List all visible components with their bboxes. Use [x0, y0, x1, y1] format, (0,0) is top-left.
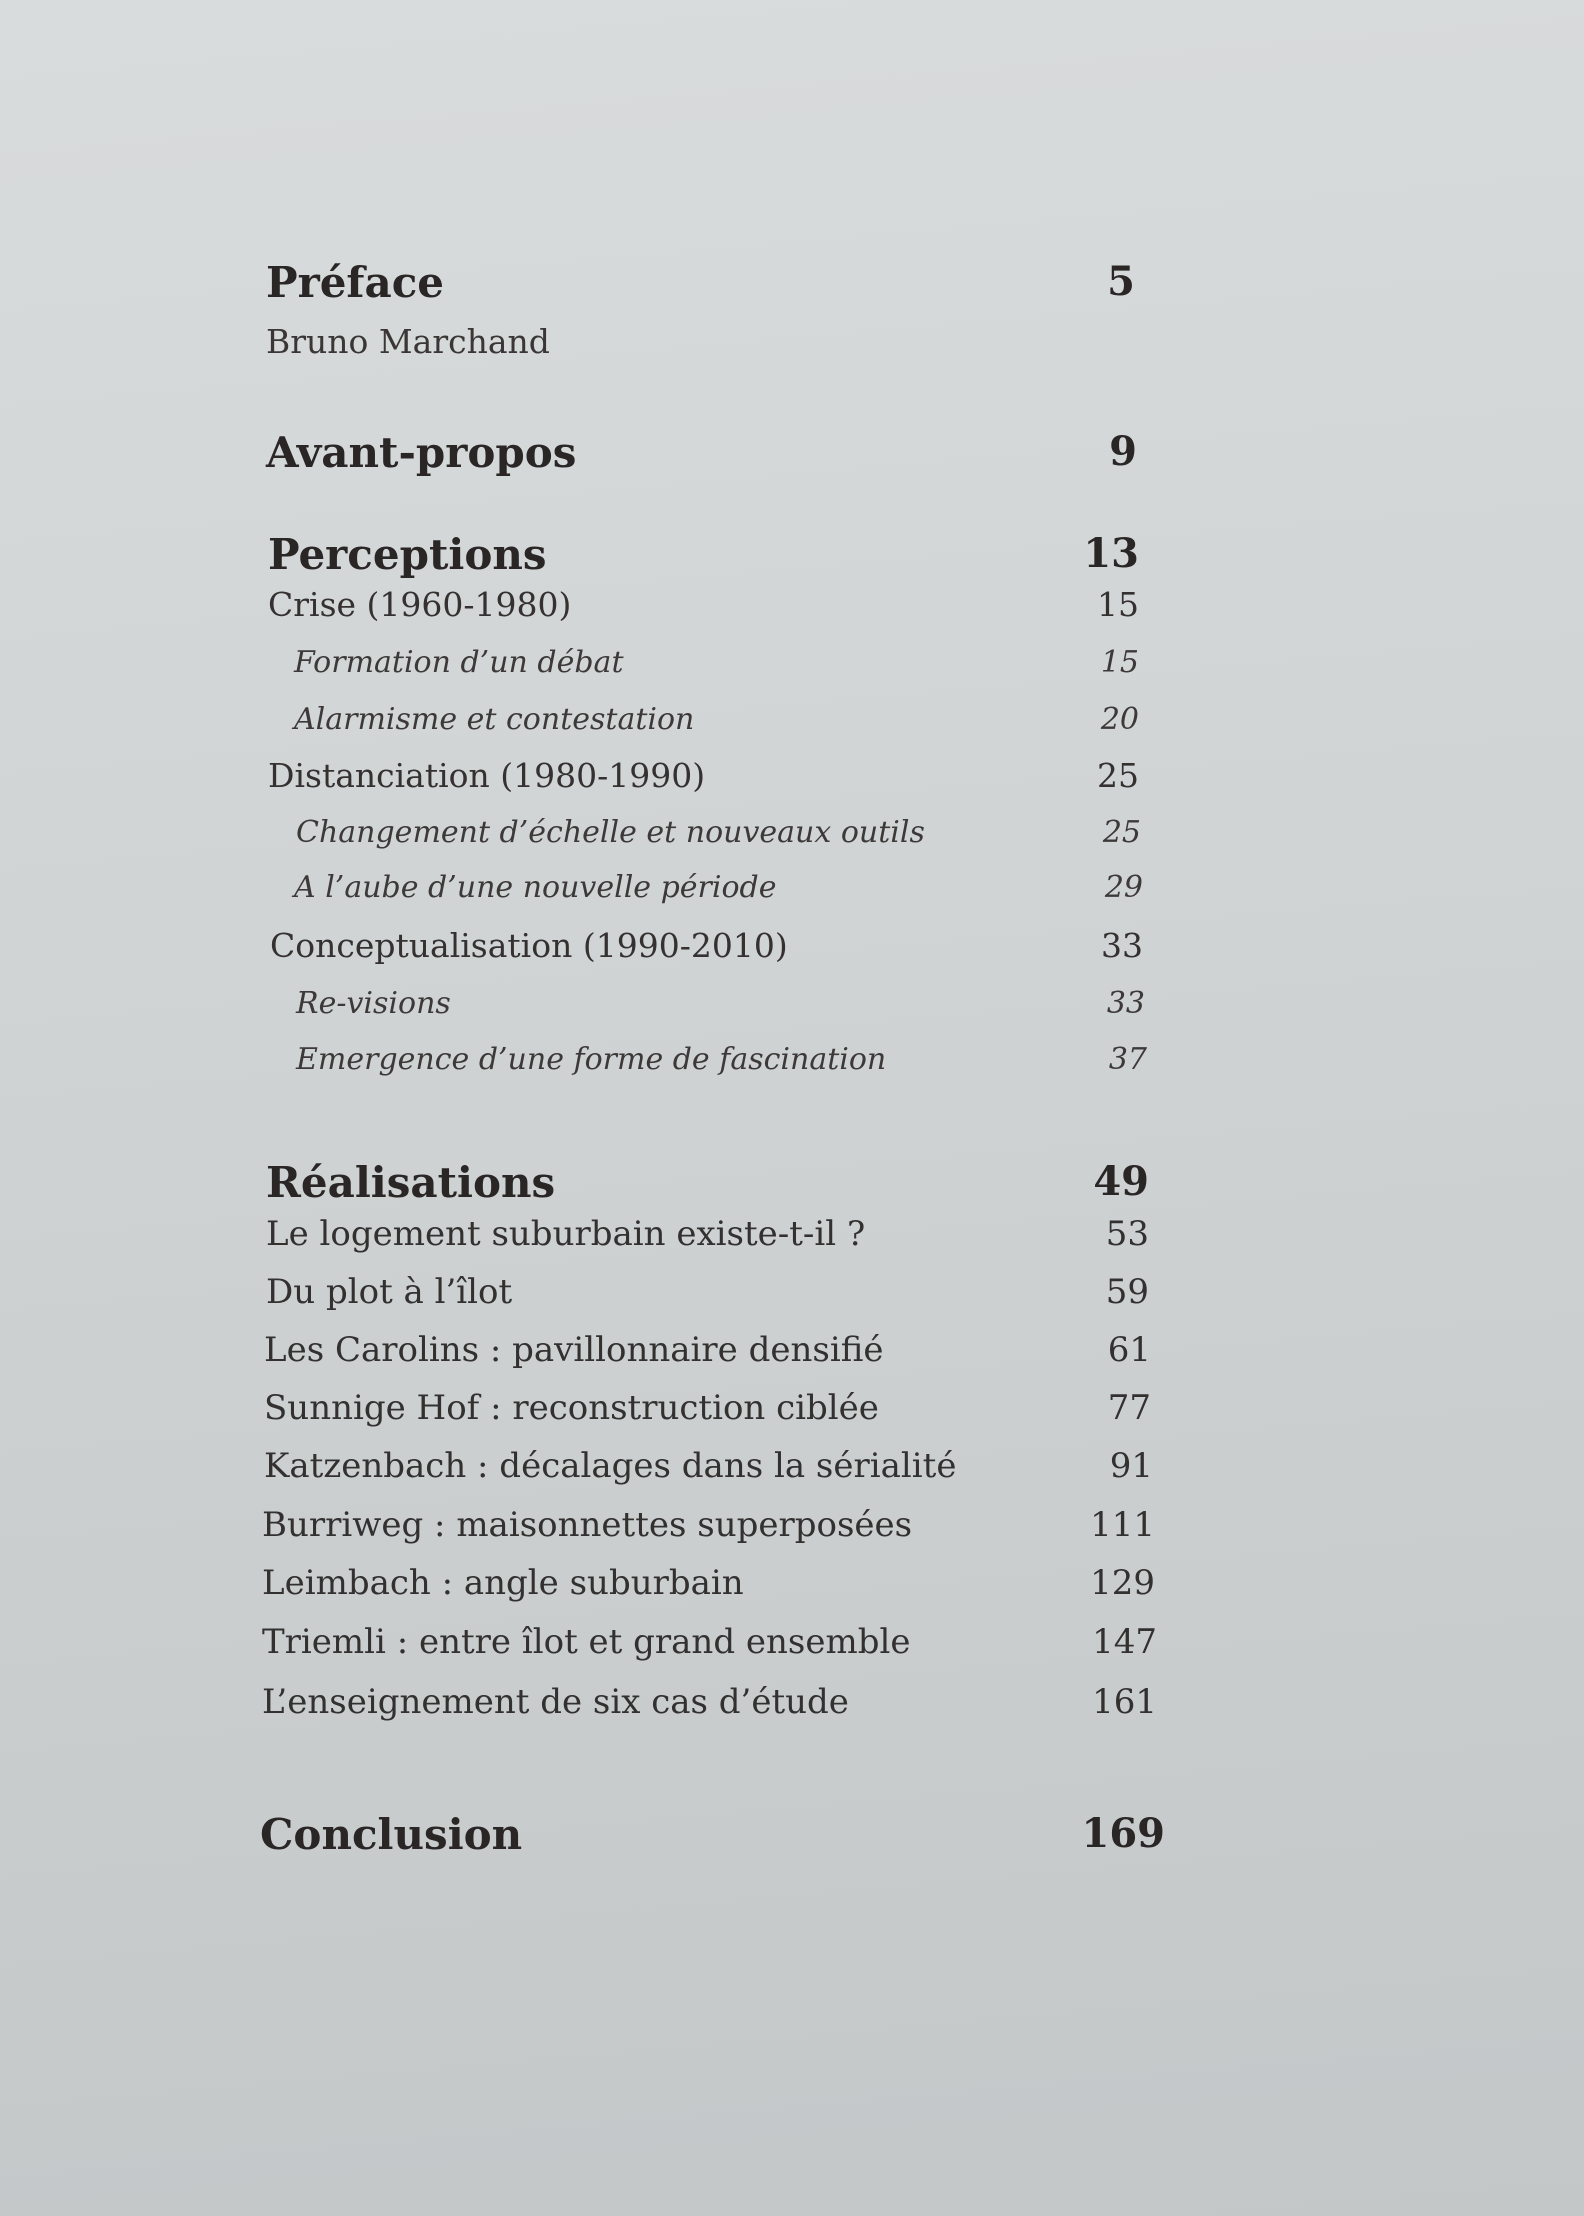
toc-entry-title: L’enseignement de six cas d’étude: [262, 1682, 849, 1722]
toc-entry: [0, 585, 1584, 645]
toc-entry-page-number: 59: [1105, 1272, 1149, 1312]
toc-entry: [0, 986, 1584, 1046]
toc-entry-page-number: 25: [1102, 815, 1141, 850]
toc-entry-title: Triemli : entre îlot et grand ensemble: [262, 1622, 911, 1662]
toc-entry: [0, 926, 1584, 986]
toc-entry: [0, 258, 1584, 318]
toc-entry-title: Katzenbach : décalages dans la sérialité: [264, 1446, 957, 1486]
toc-entry-title: Re-visions: [296, 986, 451, 1021]
toc-entry-page-number: 53: [1105, 1214, 1149, 1254]
toc-entry-title: Conclusion: [260, 1810, 523, 1859]
toc-entry-title: Alarmisme et contestation: [294, 702, 695, 737]
toc-entry: [0, 1330, 1584, 1390]
toc-entry-page-number: 111: [1090, 1505, 1155, 1545]
toc-entry: [0, 756, 1584, 816]
toc-entry-title: Du plot à l’îlot: [266, 1272, 513, 1312]
toc-entry-page-number: 61: [1107, 1330, 1151, 1370]
toc-entry-title: Distanciation (1980-1990): [268, 756, 706, 795]
toc-entry-title: Changement d’échelle et nouveaux outils: [296, 815, 925, 850]
toc-entry-page-number: 169: [1081, 1810, 1165, 1857]
toc-entry-page-number: 9: [1109, 428, 1137, 475]
toc-entry-page-number: 15: [1097, 585, 1139, 624]
toc-entry-page-number: 33: [1106, 986, 1145, 1021]
toc-entry-title: Réalisations: [266, 1158, 556, 1207]
toc-entry-page-number: 77: [1107, 1388, 1151, 1428]
toc-entry-page-number: 33: [1101, 926, 1143, 965]
toc-entry-page-number: 161: [1092, 1682, 1157, 1722]
toc-entry: [0, 428, 1584, 488]
toc-entry-page-number: 25: [1097, 756, 1139, 795]
toc-entry-page-number: 5: [1107, 258, 1135, 305]
toc-entry: [0, 530, 1584, 590]
toc-entry: [0, 1388, 1584, 1448]
toc-entry: [0, 815, 1584, 875]
toc-entry-title: Les Carolins : pavillonnaire densifié: [264, 1330, 884, 1370]
toc-entry-title: Emergence d’une forme de fascination: [296, 1042, 887, 1077]
toc-entry: [0, 1042, 1584, 1102]
toc-entry-title: Avant-propos: [266, 428, 577, 477]
toc-entry: [0, 870, 1584, 930]
toc-entry: [0, 1272, 1584, 1332]
toc-entry: [0, 1158, 1584, 1218]
toc-entry-title: Conceptualisation (1990-2010): [270, 926, 788, 965]
toc-entry-title: Sunnige Hof : reconstruction ciblée: [264, 1388, 879, 1428]
toc-entry: [0, 1622, 1584, 1682]
toc-entry-page-number: 20: [1100, 702, 1139, 737]
toc-entry: [0, 1563, 1584, 1623]
toc-entry-page-number: 91: [1109, 1446, 1153, 1486]
toc-entry-page-number: 13: [1083, 530, 1139, 577]
toc-entry-title: Crise (1960-1980): [268, 585, 572, 624]
toc-entry: [0, 1446, 1584, 1506]
toc-entry-title: Leimbach : angle suburbain: [262, 1563, 744, 1603]
toc-entry-title: Burriweg : maisonnettes superposées: [262, 1505, 913, 1545]
toc-entry-title: Perceptions: [268, 530, 547, 579]
toc-entry-page-number: 29: [1104, 870, 1143, 905]
toc-entry-title: Le logement suburbain existe-t-il ?: [266, 1214, 866, 1254]
toc-entry-title: Formation d’un débat: [294, 645, 624, 680]
toc-entry-page-number: 37: [1108, 1042, 1147, 1077]
toc-entry-title: Bruno Marchand: [266, 322, 550, 361]
toc-entry-title: A l’aube d’une nouvelle période: [294, 870, 777, 905]
toc-entry-page-number: 129: [1090, 1563, 1155, 1603]
toc-entry: [0, 322, 1584, 382]
toc-entry: [0, 1505, 1584, 1565]
toc-entry-page-number: 15: [1100, 645, 1139, 680]
toc-entry: [0, 1214, 1584, 1274]
toc-entry: [0, 1810, 1584, 1870]
toc-entry: [0, 1682, 1584, 1742]
toc-entry-title: Préface: [266, 258, 445, 307]
toc-entry: [0, 645, 1584, 705]
toc-entry-page-number: 147: [1092, 1622, 1157, 1662]
toc-entry: [0, 702, 1584, 762]
toc-entry-page-number: 49: [1093, 1158, 1149, 1205]
